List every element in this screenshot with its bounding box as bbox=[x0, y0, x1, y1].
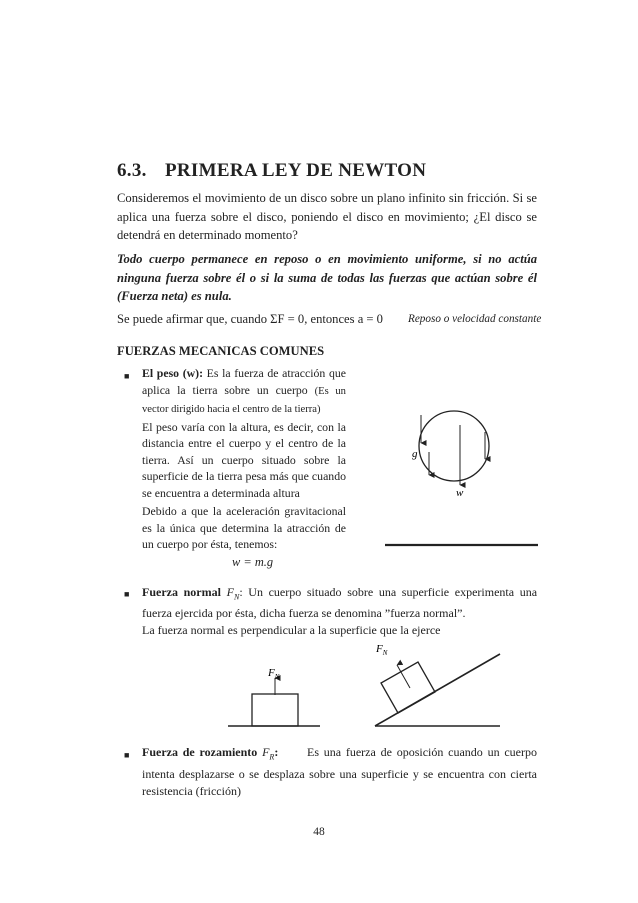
weight-label-diagram: w bbox=[456, 487, 464, 499]
weight-formula: w = m.g bbox=[232, 555, 274, 569]
gravity-label: g bbox=[412, 448, 418, 460]
friction-label: Fuerza de rozamiento bbox=[142, 745, 258, 759]
normal-label: Fuerza normal bbox=[142, 585, 221, 599]
normal-symbol: F bbox=[226, 585, 234, 599]
first-law-statement: Todo cuerpo permanece en reposo o en movimiento uniforme, si no actúa ninguna fuerza sobre él o si la suma de todas las fuerzas que actúan sobre él (Fuerza neta) es nula. bbox=[117, 252, 537, 303]
friction-text: Fuerza de rozamiento $F_R$: Es una fuerza de oposición cuando un cuerpo intenta desplazarse o se desplaza sobre una superficie y se encuentra con cierta resistencia (fricción) bbox=[142, 745, 538, 799]
equation-note: Reposo o velocidad constante bbox=[408, 313, 542, 325]
friction-description: Es una fuerza de oposición cuando un cuerpo intenta desplazarse o se desplaza sobre una superficie y se encuentra con cierta resistencia (fricción) bbox=[142, 745, 538, 799]
block-incline bbox=[381, 662, 435, 713]
bullet-friction: ■ bbox=[124, 750, 130, 760]
section-title bbox=[117, 160, 426, 182]
weight-text bbox=[142, 365, 346, 501]
equation-line: Se puede afirmar que, cuando ΣF = 0, entonces a = 0 bbox=[117, 312, 383, 326]
weight-paragraph-2: Debido a que la aceleración gravitacional es la única que determina la atracción de un cuerpo por ésta, tenemos: bbox=[142, 504, 346, 551]
weight-intro: Es la fuerza de atracción que aplica la tierra sobre un cuerpo bbox=[142, 366, 346, 397]
weight-note: (Es un vector dirigido hacia el centro de la tierra) bbox=[142, 385, 346, 415]
friction-symbol: F bbox=[262, 745, 270, 759]
normal-intro: : Un cuerpo situado sobre una superficie experimenta una fuerza ejercida por ésta, dicha fuerza se denomina ”fuerza normal”. bbox=[142, 585, 538, 621]
normal-force-diagram bbox=[220, 640, 520, 735]
forces-heading: FUERZAS MECANICAS COMUNES bbox=[117, 344, 325, 358]
normal-text bbox=[142, 584, 537, 639]
normal-subscript: N bbox=[233, 592, 240, 602]
normal-arrow-incline bbox=[397, 665, 410, 688]
normal-label-flat: $F_N$ bbox=[268, 667, 280, 681]
page-number: 48 bbox=[313, 826, 325, 838]
normal-label-incline: $F_N$ bbox=[376, 643, 388, 657]
section-number: 6.3. bbox=[117, 160, 147, 181]
intro-paragraph: Consideremos el movimiento de un disco sobre un plano infinito sin fricción. Si se aplica una fuerza sobre el disco, poniendo el disco en movimiento; ¿El disco se detendrá en determinado momento? bbox=[117, 191, 537, 242]
block-flat bbox=[252, 694, 298, 726]
friction-subscript: R bbox=[269, 752, 275, 762]
weight-diagram bbox=[380, 395, 550, 555]
incline-slope bbox=[375, 654, 500, 726]
bullet-normal: ■ bbox=[124, 589, 130, 599]
weight-label: El peso (w): bbox=[142, 366, 204, 380]
normal-line-2: La fuerza normal es perpendicular a la superficie que la ejerce bbox=[142, 623, 441, 638]
weight-paragraph-1: El peso varía con la altura, es decir, con la distancia entre el cuerpo y el centro de la tierra. Así un cuerpo situado sobre la superficie de la tierra pesa más que cuando se encuentra a determinada altura bbox=[142, 419, 346, 500]
bullet-weight: ■ bbox=[124, 371, 130, 381]
section-heading: PRIMERA LEY DE NEWTON bbox=[165, 160, 427, 181]
